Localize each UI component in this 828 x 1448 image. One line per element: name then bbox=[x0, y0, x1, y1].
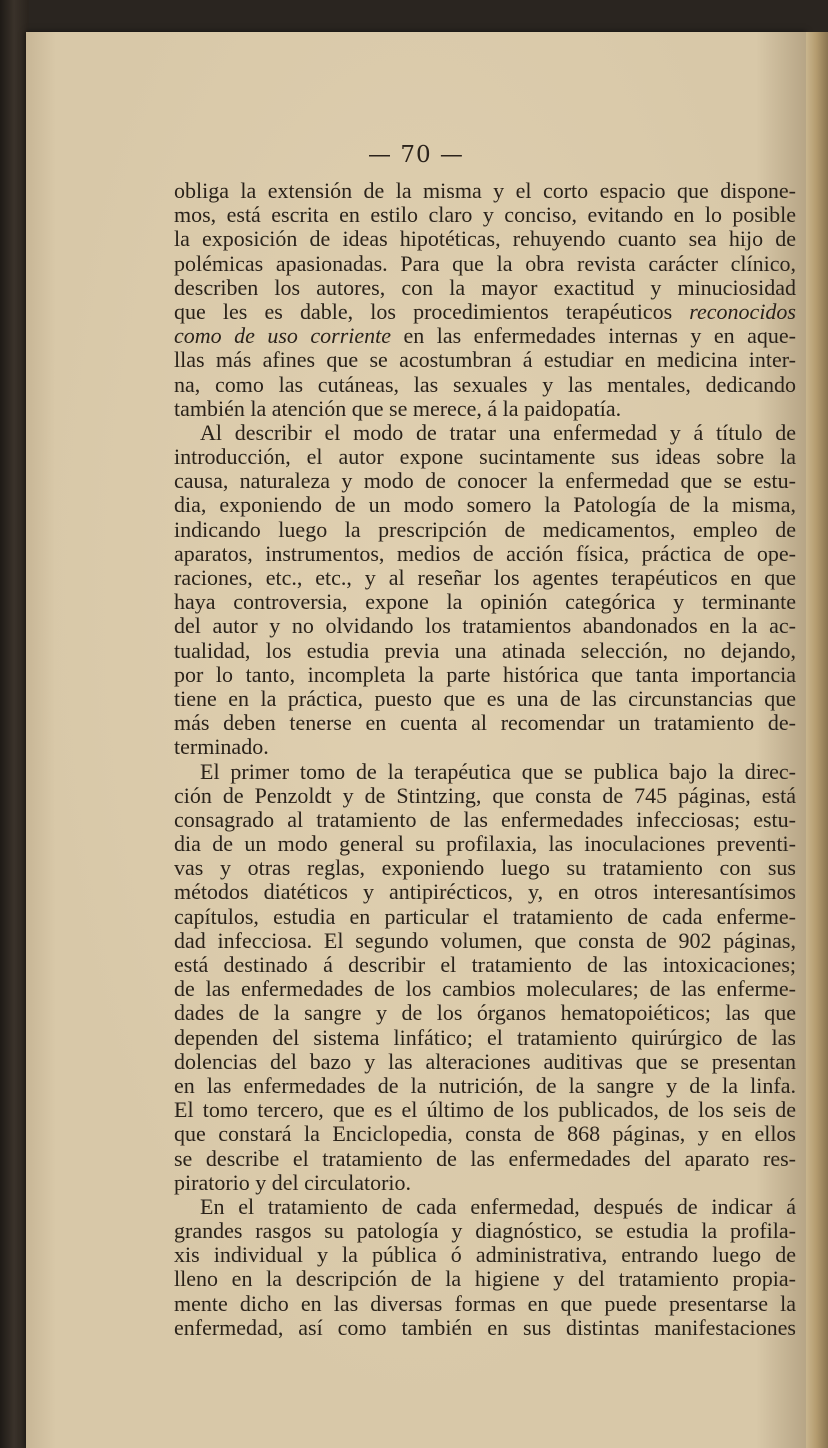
text-line bbox=[174, 639, 796, 663]
text-line bbox=[174, 445, 796, 469]
text-line bbox=[174, 1050, 796, 1074]
body-text bbox=[174, 179, 796, 1340]
text-line bbox=[174, 687, 796, 711]
line-text: terminado. bbox=[174, 734, 269, 760]
line-text: capítulos, estudia en particular el tratamiento de cada enferme- bbox=[174, 903, 796, 929]
line-text: está destinado á describir el tratamiento de las intoxicaciones; bbox=[174, 952, 796, 977]
text-line bbox=[174, 276, 796, 300]
line-text: polémicas apasionadas. Para que la obra revista carácter clínico, bbox=[174, 250, 796, 276]
text-line bbox=[174, 324, 796, 348]
book-page bbox=[26, 32, 806, 1448]
text-line bbox=[174, 203, 796, 227]
line-text: dependen del sistema linfático; el tratamiento quirúrgico de las bbox=[174, 1024, 796, 1050]
text-line bbox=[174, 566, 796, 590]
text-line bbox=[174, 905, 796, 929]
line-text: también la atención que se merece, á la paidopatía. bbox=[174, 395, 622, 421]
line-text: na, como las cutáneas, las sexuales y las mentales, dedicando bbox=[174, 371, 796, 397]
text-line bbox=[174, 397, 796, 421]
line-text: mos, está escrita en estilo claro y conciso, evitando en lo posible bbox=[174, 202, 796, 228]
line-text: del autor y no olvidando los tratamientos abandonados en la ac- bbox=[174, 613, 796, 639]
line-text: métodos diatéticos y antipirécticos, y, en otros interesantísimos bbox=[174, 879, 796, 905]
text-line bbox=[174, 711, 796, 735]
text-line bbox=[174, 1171, 796, 1195]
line-text: ción de Penzoldt y de Stintzing, que consta de 745 páginas, está bbox=[174, 782, 796, 808]
text-line bbox=[174, 1122, 796, 1146]
line-text: causa, naturaleza y modo de conocer la enfermedad que se estu- bbox=[174, 468, 796, 494]
line-text: más deben tenerse en cuenta al recomendar un tratamiento de- bbox=[174, 710, 796, 736]
line-text: lleno en la descripción de la higiene y del tratamiento propia- bbox=[174, 1266, 796, 1292]
line-text: raciones, etc., etc., y al reseñar los agentes terapéuticos en que bbox=[174, 565, 796, 590]
text-line bbox=[174, 977, 796, 1001]
line-text: se describe el tratamiento de las enfermedades del aparato res- bbox=[174, 1145, 796, 1171]
text-line bbox=[174, 348, 796, 372]
text-line bbox=[174, 1316, 796, 1340]
line-text: introducción, el autor expone sucintamente sus ideas sobre la bbox=[174, 444, 796, 470]
line-text: consagrado al tratamiento de las enfermedades infecciosas; estu- bbox=[174, 806, 796, 832]
text-line bbox=[174, 953, 796, 977]
line-text: describen los autores, con la mayor exactitud y minuciosidad bbox=[174, 274, 796, 300]
line-text: que constará la Enciclopedia, consta de 868 páginas, y en ellos bbox=[174, 1121, 796, 1147]
text-line bbox=[174, 1147, 796, 1171]
text-line bbox=[174, 421, 796, 445]
text-line bbox=[174, 300, 796, 324]
page-edge bbox=[806, 32, 828, 1448]
line-text: piratorio y del circulatorio. bbox=[174, 1169, 412, 1195]
text-line bbox=[174, 1219, 796, 1243]
line-text: la exposición de ideas hipotéticas, rehuyendo cuanto sea hijo de bbox=[174, 226, 796, 252]
line-text: grandes rasgos su patología y diagnóstico, se estudia la profila- bbox=[174, 1218, 796, 1244]
text-line bbox=[174, 832, 796, 856]
text-line bbox=[174, 614, 796, 638]
text-line bbox=[174, 880, 796, 904]
text-line bbox=[174, 808, 796, 832]
text-line bbox=[174, 1098, 796, 1122]
text-line bbox=[174, 1267, 796, 1291]
line-text: mente dicho en las diversas formas en que puede presentarse la bbox=[174, 1290, 796, 1316]
text-line bbox=[174, 760, 796, 784]
line-text: en las enfermedades internas y en aque- bbox=[391, 323, 796, 349]
text-line bbox=[174, 493, 796, 517]
line-text: aparatos, instrumentos, medios de acción física, práctica de ope- bbox=[174, 540, 796, 566]
text-line bbox=[174, 1195, 796, 1219]
line-text: enfermedad, así como también en sus distintas manifestaciones bbox=[174, 1314, 796, 1340]
line-text: tualidad, los estudia previa una atinada selección, no dejando, bbox=[174, 637, 796, 663]
line-text: El primer tomo de la terapéutica que se publica bajo la direc- bbox=[200, 758, 796, 784]
page-number: — 70 — bbox=[368, 142, 464, 168]
text-line bbox=[174, 252, 796, 276]
line-text: llas más afines que se acostumbran á estudiar en medicina inter- bbox=[174, 347, 796, 373]
line-text: que les es dable, los procedimientos terapéuticos bbox=[174, 298, 690, 324]
line-text: haya controversia, expone la opinión categórica y terminante bbox=[174, 589, 796, 615]
line-text: En el tratamiento de cada enfermedad, después de indicar á bbox=[200, 1193, 796, 1219]
text-line bbox=[174, 179, 796, 203]
line-text: dia de un modo general su profilaxia, las inoculaciones preventi- bbox=[174, 831, 796, 857]
text-line bbox=[174, 1001, 796, 1025]
line-text: dia, exponiendo de un modo somero la Patología de la misma, bbox=[174, 492, 796, 518]
text-line bbox=[174, 856, 796, 880]
line-text: xis individual y la pública ó administrativa, entrando luego de bbox=[174, 1242, 796, 1268]
line-text: dades de la sangre y de los órganos hematopoiéticos; las que bbox=[174, 1000, 796, 1026]
line-text: en las enfermedades de la nutrición, de la sangre y de la linfa. bbox=[174, 1072, 796, 1098]
text-line bbox=[174, 1026, 796, 1050]
text-line bbox=[174, 929, 796, 953]
italic-phrase: reconocidos bbox=[689, 298, 796, 324]
line-text: indicando luego la prescripción de medicamentos, empleo de bbox=[174, 516, 796, 542]
text-line bbox=[174, 542, 796, 566]
text-line bbox=[174, 373, 796, 397]
text-line bbox=[174, 518, 796, 542]
text-line bbox=[174, 784, 796, 808]
text-line bbox=[174, 1243, 796, 1267]
text-line bbox=[174, 227, 796, 251]
line-text: de las enfermedades de los cambios moleculares; de las enferme- bbox=[174, 976, 796, 1002]
line-text: por lo tanto, incompleta la parte histórica que tanta importancia bbox=[174, 661, 796, 687]
line-text: Al describir el modo de tratar una enfermedad y á título de bbox=[200, 419, 796, 445]
italic-phrase: como de uso corriente bbox=[174, 323, 392, 349]
line-text: dolencias del bazo y las alteraciones auditivas que se presentan bbox=[174, 1048, 796, 1074]
text-line bbox=[174, 590, 796, 614]
line-text: dad infecciosa. El segundo volumen, que consta de 902 páginas, bbox=[174, 927, 796, 953]
line-text: El tomo tercero, que es el último de los publicados, de los seis de bbox=[174, 1097, 796, 1123]
text-line bbox=[174, 469, 796, 493]
line-text: obliga la extensión de la misma y el corto espacio que dispone- bbox=[174, 178, 796, 203]
text-line bbox=[174, 735, 796, 759]
text-line bbox=[174, 1074, 796, 1098]
line-text: tiene en la práctica, puesto que es una de las circunstancias que bbox=[174, 685, 796, 711]
line-text: vas y otras reglas, exponiendo luego su tratamiento con sus bbox=[174, 855, 796, 881]
text-line bbox=[174, 663, 796, 687]
text-line bbox=[174, 1292, 796, 1316]
